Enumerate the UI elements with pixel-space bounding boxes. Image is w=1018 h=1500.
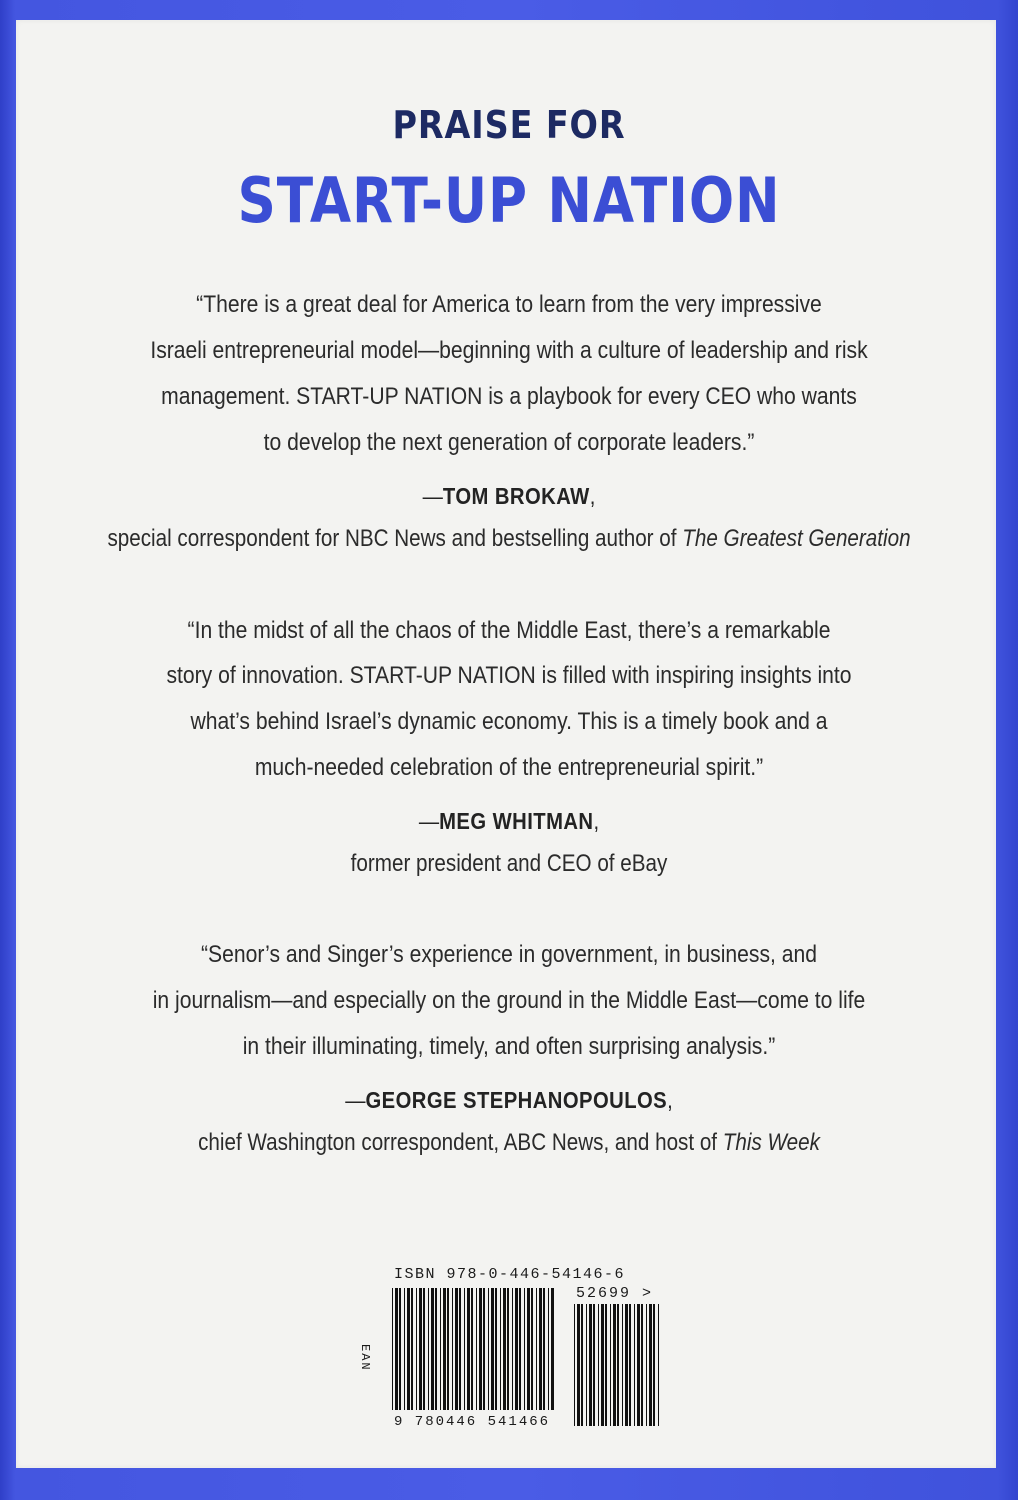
barcode-bar bbox=[483, 1288, 485, 1410]
attribution-dash: — bbox=[422, 483, 443, 509]
barcode-bar bbox=[527, 1288, 530, 1410]
barcode-bar bbox=[419, 1288, 422, 1410]
credential-text: special correspondent for NBC News and bestselling author of bbox=[107, 525, 683, 552]
barcode-price-code: 52699 > bbox=[576, 1285, 654, 1302]
attribution-name: GEORGE STEPHANOPOULOS bbox=[365, 1087, 668, 1113]
attribution-comma: , bbox=[589, 483, 596, 509]
barcode-bar bbox=[399, 1288, 401, 1410]
barcode-addon-bar bbox=[577, 1304, 580, 1426]
credential-text: former president and CEO of eBay bbox=[350, 850, 668, 877]
barcode-bars bbox=[356, 1266, 668, 1434]
barcode-addon-bar bbox=[641, 1304, 643, 1426]
barcode-bar bbox=[404, 1288, 405, 1410]
quote-2-line-2: story of innovation. START-UP NATION is filled with inspiring insights into bbox=[166, 662, 852, 689]
barcode-bar bbox=[488, 1288, 489, 1410]
attribution-dash: — bbox=[345, 1087, 366, 1113]
barcode-bar bbox=[428, 1288, 429, 1410]
ean-label: EAN bbox=[358, 1344, 372, 1372]
barcode-bar bbox=[440, 1288, 441, 1410]
barcode-addon-bar bbox=[646, 1304, 647, 1426]
quote-3-line-1: “Senor’s and Singer’s experience in government, in business, and bbox=[201, 941, 817, 968]
barcode-addon-bar bbox=[581, 1304, 583, 1426]
barcode-bar bbox=[543, 1288, 545, 1410]
barcode-addon-bar bbox=[610, 1304, 611, 1426]
barcode-addon-bar bbox=[649, 1304, 652, 1426]
barcode-bar bbox=[392, 1288, 393, 1410]
barcode-bar bbox=[551, 1288, 554, 1410]
quote-3-attribution bbox=[61, 1087, 957, 1114]
barcode-bar bbox=[491, 1288, 494, 1410]
quote-2-credential bbox=[71, 850, 946, 878]
barcode-addon-bar bbox=[613, 1304, 616, 1426]
ean-digits: 9 780446 541466 bbox=[394, 1414, 551, 1430]
quote-3-line-2: in journalism—and especially on the ground in the Middle East—come to life bbox=[152, 987, 866, 1014]
quote-3-line-3: in their illuminating, timely, and often surprising analysis.” bbox=[242, 1033, 776, 1060]
barcode-bar bbox=[500, 1288, 501, 1410]
quote-1-line-3: management. START-UP NATION is a playbook for every CEO who wants bbox=[161, 383, 857, 410]
barcode-bar bbox=[536, 1288, 537, 1410]
attribution-comma: , bbox=[667, 1087, 673, 1113]
barcode-bar bbox=[539, 1288, 542, 1410]
barcode-bar bbox=[515, 1288, 518, 1410]
attribution-comma: , bbox=[593, 808, 600, 834]
isbn-barcode bbox=[356, 1266, 668, 1434]
barcode-bar bbox=[395, 1288, 398, 1410]
barcode-bar bbox=[452, 1288, 453, 1410]
barcode-bar bbox=[447, 1288, 449, 1410]
barcode-bar bbox=[455, 1288, 458, 1410]
credential-text: chief Washington correspondent, ABC News, and host of bbox=[198, 1129, 723, 1156]
barcode-bar bbox=[531, 1288, 533, 1410]
barcode-bar bbox=[471, 1288, 473, 1410]
credential-book-title: The Greatest Generation bbox=[682, 525, 911, 552]
quote-2-line-1: “In the midst of all the chaos of the Middle East, there’s a remarkable bbox=[187, 617, 831, 644]
barcode-addon-bar bbox=[586, 1304, 587, 1426]
barcode-bar bbox=[548, 1288, 549, 1410]
barcode-addon-bar bbox=[625, 1304, 628, 1426]
barcode-addon-bar bbox=[598, 1304, 599, 1426]
barcode-bar bbox=[467, 1288, 470, 1410]
barcode-addon-bar bbox=[601, 1304, 604, 1426]
barcode-bar bbox=[503, 1288, 506, 1410]
barcode-bar bbox=[435, 1288, 437, 1410]
barcode-addon-bar bbox=[634, 1304, 635, 1426]
barcode-bar bbox=[495, 1288, 497, 1410]
cover-panel bbox=[16, 20, 996, 1468]
credential-show-title: This Week bbox=[722, 1129, 820, 1156]
quote-1-line-1: “There is a great deal for America to learn from the very impressive bbox=[196, 291, 822, 318]
barcode-addon-bar bbox=[629, 1304, 631, 1426]
barcode-addon-bar bbox=[658, 1304, 659, 1426]
barcode-addon-bar bbox=[622, 1304, 623, 1426]
barcode-bar bbox=[524, 1288, 525, 1410]
isbn-number: ISBN 978-0-446-54146-6 bbox=[394, 1266, 626, 1283]
barcode-bar bbox=[459, 1288, 461, 1410]
barcode-bar bbox=[476, 1288, 477, 1410]
quote-1-line-4: to develop the next generation of corporate leaders.” bbox=[263, 429, 755, 456]
barcode-bar bbox=[479, 1288, 482, 1410]
barcode-bar bbox=[507, 1288, 509, 1410]
barcode-bar bbox=[407, 1288, 410, 1410]
barcode-bar bbox=[423, 1288, 425, 1410]
attribution-name: MEG WHITMAN bbox=[439, 808, 594, 834]
barcode-bar bbox=[416, 1288, 417, 1410]
barcode-addon-bar bbox=[574, 1304, 575, 1426]
attribution-name: TOM BROKAW bbox=[442, 483, 590, 509]
barcode-addon-bar bbox=[617, 1304, 619, 1426]
barcode-addon-bar bbox=[653, 1304, 655, 1426]
barcode-bar bbox=[431, 1288, 434, 1410]
quote-2-line-4: much-needed celebration of the entrepreneurial spirit.” bbox=[254, 754, 764, 781]
book-title-heading: START-UP NATION bbox=[237, 164, 781, 237]
barcode-addon-bar bbox=[593, 1304, 595, 1426]
barcode-addon-bar bbox=[637, 1304, 640, 1426]
barcode-addon-bar bbox=[589, 1304, 592, 1426]
barcode-bar bbox=[464, 1288, 465, 1410]
praise-for-heading: PRAISE FOR bbox=[392, 103, 626, 147]
quote-2-line-3: what’s behind Israel’s dynamic economy. This is a timely book and a bbox=[190, 708, 828, 735]
barcode-bar bbox=[519, 1288, 521, 1410]
quote-2-attribution bbox=[61, 808, 957, 835]
barcode-bar bbox=[512, 1288, 513, 1410]
barcode-bar bbox=[443, 1288, 446, 1410]
quote-1-line-2: Israeli entrepreneurial model—beginning with a culture of leadership and risk bbox=[150, 337, 868, 364]
quote-1-attribution bbox=[61, 483, 957, 510]
quote-3-credential bbox=[71, 1129, 946, 1157]
barcode-addon-bar bbox=[605, 1304, 607, 1426]
attribution-dash: — bbox=[418, 808, 440, 834]
quote-1-credential bbox=[71, 525, 946, 553]
barcode-bar bbox=[411, 1288, 413, 1410]
